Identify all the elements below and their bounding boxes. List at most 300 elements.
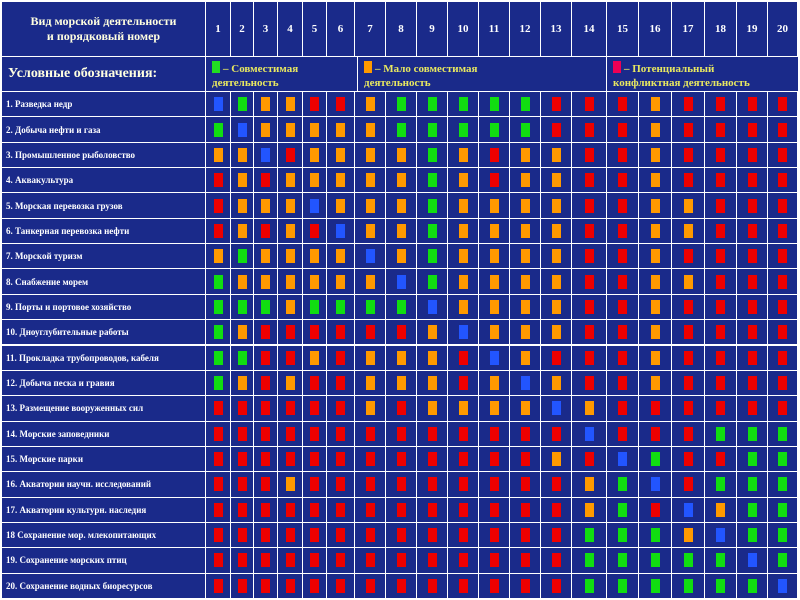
status-mark-compatible bbox=[684, 553, 693, 567]
matrix-cell bbox=[572, 193, 606, 217]
status-mark-conflict bbox=[286, 401, 295, 415]
matrix-cell bbox=[206, 295, 230, 319]
matrix-cell bbox=[479, 295, 509, 319]
matrix-cell bbox=[572, 269, 606, 293]
status-mark-conflict bbox=[490, 148, 499, 162]
status-mark-conflict bbox=[521, 452, 530, 466]
matrix-cell bbox=[206, 143, 230, 167]
matrix-cell bbox=[327, 143, 354, 167]
matrix-cell bbox=[254, 396, 277, 420]
status-mark-conflict bbox=[336, 579, 345, 593]
status-mark-conflict bbox=[651, 427, 660, 441]
status-mark-compatible bbox=[397, 97, 406, 111]
matrix-cell bbox=[448, 574, 478, 598]
matrix-cell bbox=[303, 396, 326, 420]
matrix-cell bbox=[572, 498, 606, 522]
status-mark-conflict bbox=[286, 503, 295, 517]
matrix-cell bbox=[510, 422, 540, 446]
matrix-cell bbox=[541, 219, 571, 243]
status-mark-conflict bbox=[366, 325, 375, 339]
status-mark-low-compatible bbox=[585, 477, 594, 491]
matrix-cell bbox=[417, 574, 447, 598]
matrix-cell bbox=[705, 219, 736, 243]
status-mark-low-compatible bbox=[651, 300, 660, 314]
matrix-cell bbox=[386, 219, 416, 243]
status-mark-conflict bbox=[618, 300, 627, 314]
status-mark-conflict bbox=[748, 325, 757, 339]
matrix-cell bbox=[705, 447, 736, 471]
status-mark-conflict bbox=[490, 503, 499, 517]
status-mark-conflict bbox=[490, 528, 499, 542]
status-mark-low-compatible bbox=[552, 199, 561, 213]
matrix-cell bbox=[479, 117, 509, 141]
matrix-cell bbox=[278, 244, 302, 268]
matrix-cell bbox=[607, 371, 638, 395]
status-mark-conflict bbox=[428, 553, 437, 567]
status-mark-conflict bbox=[684, 123, 693, 137]
matrix-cell bbox=[417, 193, 447, 217]
matrix-cell bbox=[639, 143, 671, 167]
status-mark-conflict bbox=[459, 528, 468, 542]
matrix-cell bbox=[479, 447, 509, 471]
status-mark-conflict bbox=[214, 199, 223, 213]
status-mark-conflict bbox=[397, 452, 406, 466]
matrix-cell bbox=[327, 193, 354, 217]
status-mark-conflict bbox=[778, 351, 787, 365]
status-mark-conflict bbox=[716, 249, 725, 263]
legend-low-compatible: – Мало совместимая деятельность bbox=[358, 57, 606, 91]
status-mark-low-compatible bbox=[366, 275, 375, 289]
matrix-cell bbox=[206, 447, 230, 471]
status-mark-conflict bbox=[716, 452, 725, 466]
matrix-cell bbox=[448, 117, 478, 141]
status-mark-compatible bbox=[651, 528, 660, 542]
matrix-cell bbox=[541, 523, 571, 547]
status-mark-conflict bbox=[585, 123, 594, 137]
status-mark-compatible bbox=[428, 148, 437, 162]
status-mark-conflict bbox=[748, 97, 757, 111]
matrix-cell bbox=[510, 295, 540, 319]
status-mark-low-compatible bbox=[261, 97, 270, 111]
status-mark-self bbox=[397, 275, 406, 289]
status-mark-conflict bbox=[336, 528, 345, 542]
matrix-cell bbox=[510, 447, 540, 471]
matrix-cell bbox=[303, 498, 326, 522]
matrix-cell bbox=[254, 371, 277, 395]
status-mark-low-compatible bbox=[397, 224, 406, 238]
matrix-cell bbox=[417, 422, 447, 446]
matrix-cell bbox=[254, 219, 277, 243]
row-label: 3. Промышленное рыболовство bbox=[2, 143, 205, 167]
status-mark-conflict bbox=[552, 477, 561, 491]
matrix-cell bbox=[672, 371, 704, 395]
matrix-cell bbox=[303, 168, 326, 192]
status-mark-low-compatible bbox=[366, 401, 375, 415]
status-mark-conflict bbox=[748, 123, 757, 137]
row-label: 20. Сохранение водных биоресурсов bbox=[2, 574, 205, 598]
status-mark-compatible bbox=[748, 528, 757, 542]
matrix-cell bbox=[206, 244, 230, 268]
status-mark-low-compatible bbox=[238, 275, 247, 289]
status-mark-compatible bbox=[428, 224, 437, 238]
matrix-cell bbox=[355, 219, 385, 243]
matrix-cell bbox=[448, 346, 478, 370]
matrix-cell bbox=[768, 143, 797, 167]
status-mark-compatible bbox=[651, 553, 660, 567]
status-mark-low-compatible bbox=[490, 325, 499, 339]
status-mark-conflict bbox=[261, 224, 270, 238]
matrix-cell bbox=[327, 548, 354, 572]
matrix-cell bbox=[303, 422, 326, 446]
status-mark-conflict bbox=[459, 477, 468, 491]
status-mark-conflict bbox=[684, 376, 693, 390]
matrix-cell bbox=[510, 498, 540, 522]
matrix-cell bbox=[417, 320, 447, 344]
matrix-cell bbox=[386, 371, 416, 395]
matrix-cell bbox=[479, 143, 509, 167]
status-mark-low-compatible bbox=[459, 148, 468, 162]
status-mark-conflict bbox=[238, 401, 247, 415]
matrix-cell bbox=[607, 320, 638, 344]
status-mark-conflict bbox=[214, 477, 223, 491]
matrix-cell bbox=[737, 143, 767, 167]
matrix-cell bbox=[607, 422, 638, 446]
matrix-cell bbox=[479, 548, 509, 572]
matrix-cell bbox=[672, 92, 704, 116]
matrix-cell bbox=[510, 219, 540, 243]
status-mark-self bbox=[336, 224, 345, 238]
matrix-cell bbox=[303, 346, 326, 370]
status-mark-conflict bbox=[651, 503, 660, 517]
column-number-18: 18 bbox=[705, 2, 736, 56]
matrix-cell bbox=[448, 523, 478, 547]
matrix-cell bbox=[510, 117, 540, 141]
matrix-cell bbox=[541, 193, 571, 217]
status-mark-conflict bbox=[521, 553, 530, 567]
matrix-cell bbox=[639, 193, 671, 217]
matrix-cell bbox=[278, 523, 302, 547]
status-mark-compatible bbox=[214, 123, 223, 137]
status-mark-self bbox=[490, 351, 499, 365]
matrix-cell bbox=[386, 498, 416, 522]
row-label: 15. Морские парки bbox=[2, 447, 205, 471]
status-mark-self bbox=[748, 553, 757, 567]
matrix-cell bbox=[510, 472, 540, 496]
status-mark-conflict bbox=[684, 427, 693, 441]
matrix-cell bbox=[639, 92, 671, 116]
matrix-cell bbox=[254, 523, 277, 547]
matrix-cell bbox=[327, 422, 354, 446]
status-mark-conflict bbox=[618, 173, 627, 187]
status-mark-conflict bbox=[585, 249, 594, 263]
matrix-cell bbox=[355, 548, 385, 572]
status-mark-conflict bbox=[778, 199, 787, 213]
status-mark-low-compatible bbox=[366, 173, 375, 187]
matrix-cell bbox=[639, 295, 671, 319]
status-mark-conflict bbox=[459, 553, 468, 567]
status-mark-low-compatible bbox=[521, 351, 530, 365]
matrix-cell bbox=[417, 396, 447, 420]
status-mark-conflict bbox=[521, 503, 530, 517]
status-mark-conflict bbox=[552, 351, 561, 365]
matrix-cell bbox=[541, 117, 571, 141]
matrix-cell bbox=[327, 295, 354, 319]
matrix-cell bbox=[672, 574, 704, 598]
status-mark-self bbox=[618, 452, 627, 466]
matrix-cell bbox=[254, 168, 277, 192]
matrix-cell bbox=[705, 523, 736, 547]
status-mark-self bbox=[716, 528, 725, 542]
status-mark-self bbox=[684, 503, 693, 517]
matrix-cell bbox=[639, 168, 671, 192]
status-mark-compatible bbox=[684, 579, 693, 593]
status-mark-conflict bbox=[618, 351, 627, 365]
status-mark-conflict bbox=[214, 503, 223, 517]
status-mark-conflict bbox=[778, 275, 787, 289]
matrix-cell bbox=[254, 295, 277, 319]
matrix-cell bbox=[479, 219, 509, 243]
matrix-cell bbox=[417, 244, 447, 268]
matrix-cell bbox=[768, 574, 797, 598]
status-mark-compatible bbox=[428, 249, 437, 263]
matrix-cell bbox=[572, 523, 606, 547]
matrix-cell bbox=[231, 472, 253, 496]
matrix-cell bbox=[355, 143, 385, 167]
status-mark-low-compatible bbox=[286, 123, 295, 137]
matrix-cell bbox=[417, 219, 447, 243]
matrix-cell bbox=[510, 523, 540, 547]
legend-compatible: – Совместимая деятельность bbox=[206, 57, 357, 91]
status-mark-conflict bbox=[397, 401, 406, 415]
matrix-cell bbox=[278, 422, 302, 446]
status-mark-compatible bbox=[748, 427, 757, 441]
status-mark-low-compatible bbox=[397, 199, 406, 213]
status-mark-conflict bbox=[397, 325, 406, 339]
matrix-cell bbox=[417, 523, 447, 547]
status-mark-low-compatible bbox=[490, 376, 499, 390]
matrix-cell bbox=[278, 574, 302, 598]
status-mark-conflict bbox=[716, 97, 725, 111]
row-label: 9. Порты и портовое хозяйство bbox=[2, 295, 205, 319]
matrix-cell bbox=[355, 422, 385, 446]
matrix-cell bbox=[572, 346, 606, 370]
matrix-cell bbox=[672, 422, 704, 446]
matrix-cell bbox=[607, 269, 638, 293]
matrix-cell bbox=[448, 244, 478, 268]
status-mark-conflict bbox=[286, 528, 295, 542]
matrix-cell bbox=[479, 498, 509, 522]
matrix-cell bbox=[737, 244, 767, 268]
matrix-cell bbox=[206, 422, 230, 446]
status-mark-conflict bbox=[748, 351, 757, 365]
status-mark-conflict bbox=[521, 528, 530, 542]
status-mark-low-compatible bbox=[490, 300, 499, 314]
matrix-cell bbox=[278, 371, 302, 395]
status-mark-compatible bbox=[618, 553, 627, 567]
status-mark-low-compatible bbox=[521, 275, 530, 289]
matrix-cell bbox=[206, 396, 230, 420]
row-label: 4. Аквакультура bbox=[2, 168, 205, 192]
matrix-cell bbox=[417, 269, 447, 293]
matrix-cell bbox=[607, 117, 638, 141]
status-mark-conflict bbox=[261, 401, 270, 415]
status-mark-conflict bbox=[585, 224, 594, 238]
matrix-cell bbox=[572, 320, 606, 344]
column-number-6: 6 bbox=[327, 2, 354, 56]
legend-conflict: – Потенциальный конфликтная деятельность bbox=[607, 57, 798, 91]
matrix-cell bbox=[355, 396, 385, 420]
status-mark-low-compatible bbox=[238, 325, 247, 339]
status-mark-low-compatible bbox=[459, 401, 468, 415]
matrix-cell bbox=[231, 346, 253, 370]
matrix-cell bbox=[705, 346, 736, 370]
status-mark-conflict bbox=[716, 173, 725, 187]
status-mark-conflict bbox=[716, 275, 725, 289]
matrix-cell bbox=[417, 447, 447, 471]
matrix-cell bbox=[768, 219, 797, 243]
status-mark-compatible bbox=[585, 579, 594, 593]
matrix-cell bbox=[355, 523, 385, 547]
status-mark-conflict bbox=[310, 477, 319, 491]
status-mark-conflict bbox=[459, 427, 468, 441]
status-mark-compatible bbox=[214, 325, 223, 339]
status-mark-conflict bbox=[684, 401, 693, 415]
status-mark-conflict bbox=[428, 528, 437, 542]
status-mark-low-compatible bbox=[286, 477, 295, 491]
status-mark-conflict bbox=[748, 199, 757, 213]
status-mark-conflict bbox=[684, 97, 693, 111]
matrix-cell bbox=[448, 320, 478, 344]
status-mark-low-compatible bbox=[336, 249, 345, 263]
status-mark-conflict bbox=[397, 427, 406, 441]
row-label: 18 Сохранение мор. млекопитающих bbox=[2, 523, 205, 547]
status-mark-conflict bbox=[585, 173, 594, 187]
matrix-cell bbox=[355, 244, 385, 268]
matrix-cell bbox=[607, 346, 638, 370]
matrix-cell bbox=[355, 498, 385, 522]
status-mark-conflict bbox=[585, 351, 594, 365]
matrix-cell bbox=[705, 422, 736, 446]
matrix-cell bbox=[479, 422, 509, 446]
matrix-cell bbox=[479, 346, 509, 370]
legend-title-cell bbox=[2, 57, 205, 91]
status-mark-self bbox=[310, 199, 319, 213]
matrix-cell bbox=[510, 244, 540, 268]
matrix-cell bbox=[231, 168, 253, 192]
status-mark-low-compatible bbox=[214, 249, 223, 263]
matrix-cell bbox=[705, 117, 736, 141]
matrix-cell bbox=[672, 320, 704, 344]
matrix-cell bbox=[206, 117, 230, 141]
matrix-cell bbox=[417, 498, 447, 522]
matrix-cell bbox=[206, 371, 230, 395]
column-number-9: 9 bbox=[417, 2, 447, 56]
status-mark-low-compatible bbox=[366, 123, 375, 137]
matrix-cell bbox=[254, 346, 277, 370]
matrix-cell bbox=[768, 168, 797, 192]
matrix-cell bbox=[607, 193, 638, 217]
matrix-cell bbox=[327, 523, 354, 547]
matrix-cell bbox=[768, 548, 797, 572]
status-mark-low-compatible bbox=[286, 97, 295, 111]
matrix-cell bbox=[639, 574, 671, 598]
status-mark-low-compatible bbox=[651, 224, 660, 238]
status-mark-conflict bbox=[778, 123, 787, 137]
status-mark-conflict bbox=[778, 97, 787, 111]
header-title-line1: Вид морской деятельности bbox=[30, 14, 177, 28]
status-mark-conflict bbox=[716, 300, 725, 314]
status-mark-conflict bbox=[552, 579, 561, 593]
status-mark-low-compatible bbox=[459, 275, 468, 289]
status-mark-low-compatible bbox=[552, 300, 561, 314]
status-mark-conflict bbox=[684, 325, 693, 339]
matrix-cell bbox=[386, 548, 416, 572]
status-mark-low-compatible bbox=[651, 148, 660, 162]
status-mark-conflict bbox=[684, 351, 693, 365]
matrix-cell bbox=[327, 371, 354, 395]
status-mark-conflict bbox=[684, 300, 693, 314]
matrix-cell bbox=[417, 92, 447, 116]
matrix-cell bbox=[607, 143, 638, 167]
status-mark-conflict bbox=[521, 579, 530, 593]
matrix-cell bbox=[206, 92, 230, 116]
status-mark-conflict bbox=[336, 325, 345, 339]
status-mark-low-compatible bbox=[459, 249, 468, 263]
matrix-cell bbox=[254, 498, 277, 522]
status-mark-conflict bbox=[397, 528, 406, 542]
matrix-cell bbox=[607, 396, 638, 420]
matrix-cell bbox=[278, 320, 302, 344]
matrix-cell bbox=[355, 472, 385, 496]
status-mark-low-compatible bbox=[521, 173, 530, 187]
matrix-cell bbox=[672, 346, 704, 370]
status-mark-conflict bbox=[618, 325, 627, 339]
matrix-cell bbox=[386, 422, 416, 446]
row-label: 7. Морской туризм bbox=[2, 244, 205, 268]
status-mark-low-compatible bbox=[651, 351, 660, 365]
matrix-cell bbox=[572, 168, 606, 192]
matrix-cell bbox=[327, 396, 354, 420]
matrix-cell bbox=[231, 92, 253, 116]
status-mark-low-compatible bbox=[651, 325, 660, 339]
status-mark-conflict bbox=[286, 452, 295, 466]
status-mark-low-compatible bbox=[397, 351, 406, 365]
matrix-cell bbox=[254, 143, 277, 167]
status-mark-compatible bbox=[748, 503, 757, 517]
status-mark-conflict bbox=[716, 148, 725, 162]
matrix-cell bbox=[386, 143, 416, 167]
status-mark-conflict bbox=[286, 351, 295, 365]
status-mark-conflict bbox=[286, 579, 295, 593]
matrix-cell bbox=[737, 295, 767, 319]
status-mark-conflict bbox=[214, 528, 223, 542]
status-mark-low-compatible bbox=[238, 199, 247, 213]
status-mark-compatible bbox=[459, 123, 468, 137]
row-label: 2. Добыча нефти и газа bbox=[2, 117, 205, 141]
status-mark-conflict bbox=[261, 477, 270, 491]
status-mark-conflict bbox=[748, 376, 757, 390]
status-mark-conflict bbox=[552, 427, 561, 441]
matrix-cell bbox=[278, 193, 302, 217]
status-mark-compatible bbox=[778, 477, 787, 491]
status-mark-conflict bbox=[585, 376, 594, 390]
matrix-cell bbox=[327, 498, 354, 522]
status-mark-conflict bbox=[585, 452, 594, 466]
matrix-cell bbox=[768, 295, 797, 319]
status-mark-low-compatible bbox=[552, 173, 561, 187]
status-mark-low-compatible bbox=[397, 173, 406, 187]
status-mark-low-compatible bbox=[684, 275, 693, 289]
